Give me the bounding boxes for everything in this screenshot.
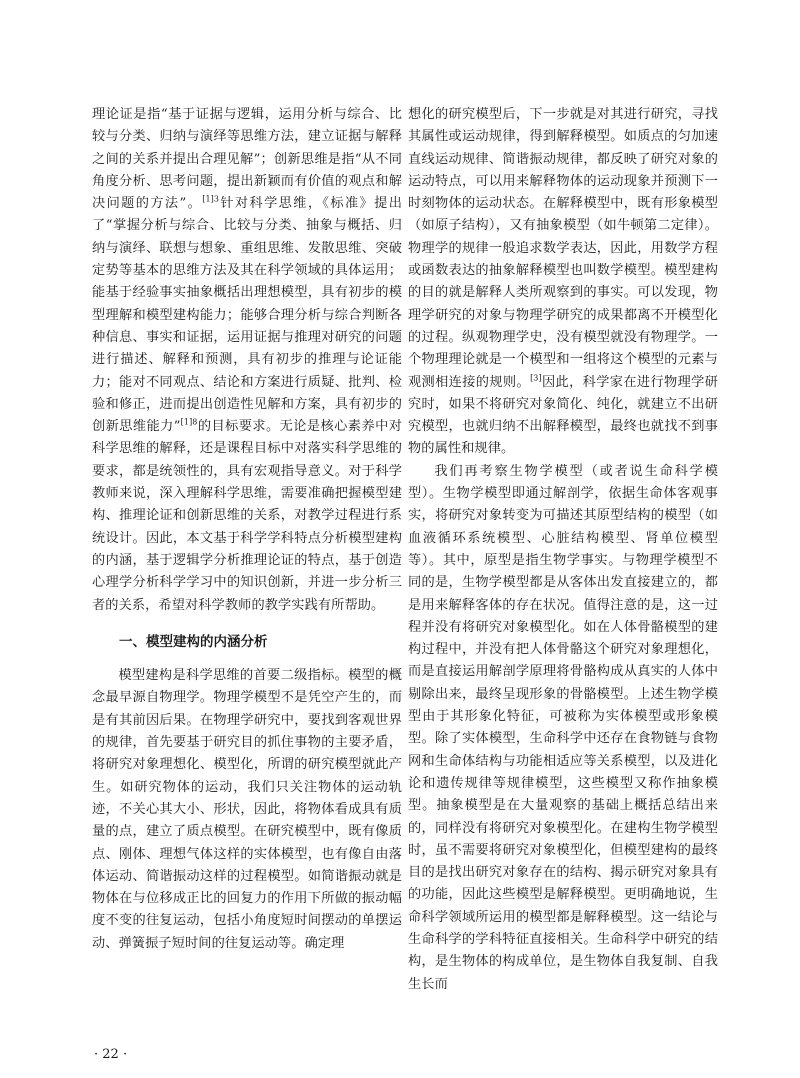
citation-ref: [1]8 [180, 417, 198, 427]
page-number: · 22 · [94, 1047, 128, 1062]
citation-ref: [3] [530, 373, 542, 383]
body-paragraph [92, 104, 402, 617]
paragraph-text: 的目标要求。无论是核心素养中对科学思维的解释，还是课程目标中对落实科学思维的要求，都是统领性的，具有宏观指导意义。对于科学教师来说，深入理解科学思维，需要准确把握模型建构、推理论证和创新思维的关系，对教学过程进行系统设计。因此，本文基于科学学科特点分析模型建构的内涵，基于逻辑学分析推理论证的特点，基于创造心理学分析科学学习中的知识创新，并进一步分析三者的关系，希望对科学教师的教学实践有所帮助。 [92, 419, 402, 613]
body-paragraph: 我们再考察生物学模型（或者说生命科学模型）。生物学模型即通过解剖学，依据生命体客观事实，将研究对象转变为可描述其原型结构的模型（如血液循环系统模型、心脏结构模型、肾单位模型等）。其中，原型是指生物学事实。与物理学模型不同的是，生物学模型都是从客体出发直接建立的，都是用来解释客体的存在状况。值得注意的是，这一过程并没有将研究对象模型化。如在人体骨骼模型的建构过程中，并没有把人体骨骼这个研究对象理想化，而是直接运用解剖学原理将骨骼构成从真实的人体中剔除出来，最终呈现形象的骨骼模型。上述生物学模型由于其形象化特征，可被称为实体模型或形象模型。除了实体模型，生命科学中还存在食物链与食物网和生命体结构与功能相适应等关系模型，以及进化论和遗传规律等规律模型，这些模型又称作抽象模型。抽象模型是在大量观察的基础上概括总结出来的，同样没有将研究对象模型化。在建构生物学模型时，虽不需要将研究对象模型化，但模型建构的最终目的是找出研究对象存在的结构、揭示研究对象具有的功能，因此这些模型是解释模型。更明确地说，生命科学领域所运用的模型都是解释模型。这一结论与生命科学的学科特征直接相关。生命科学中研究的结构，是生物体的构成单位，是生物体自我复制、自我生长而 [408, 463, 718, 992]
right-column [408, 104, 718, 996]
section-heading: 一、模型建构的内涵分析 [119, 633, 268, 650]
body-paragraph [408, 104, 718, 461]
left-column [92, 104, 402, 955]
body-paragraph: 模型建构是科学思维的首要二级指标。模型的概念最早源自物理学。物理学模型不是凭空产生的，而是有其前因后果。在物理学研究中，要找到客观世界的规律，首先要基于研究目的抓住事物的主要矛盾，将研究对象理想化、模型化，所谓的研究模型就此产生。如研究物体的运动，我们只关注物体的运动轨迹，不关心其大小、形状，因此，将物体看成具有质量的点，建立了质点模型。在研究模型中，既有像质点、刚体、理想气体这样的实体模型，也有像自由落体运动、简谐振动这样的过程模型。如简谐振动就是物体在与位移成正比的回复力的作用下所做的振动幅度不变的往复运动，包括小角度短时间摆动的单摆运动、弹簧振子短时间的往复运动等。确定理 [92, 668, 402, 951]
paragraph-text: 想化的研究模型后，下一步就是对其进行研究，寻找其属性或运动规律，得到解释模型。如质点的匀加速直线运动规律、简谐振动规律，都反映了研究对象的运动特点，可以用来解释物体的运动现象并预测下一时刻物体的运动状态。在解释模型中，既有形象模型（如原子结构），又有抽象模型（如牛顿第二定律）。物理学的规律一般追求数学表达，因此，用数学方程或函数表达的抽象解释模型也叫数学模型。模型建构的目的就是解释人类所观察到的事实。可以发现，物理学研究的对象与物理学研究的成果都离不开模型化的过程。纵观物理学史，没有模型就没有物理学。一个物理理论就是一个模型和一组将这个模型的元素与观测相连接的规则。 [408, 107, 718, 390]
paragraph-text: 因此，科学家在进行物理学研究时，如果不将研究对象简化、纯化，就建立不出研究模型，也就归纳不出解释模型，最终也就找不到事物的属性和规律。 [408, 374, 718, 457]
citation-ref: [1]3 [202, 194, 220, 204]
paragraph-text: 针对科学思维，《标准》提出了“掌握分析与综合、比较与分类、抽象与概括、归纳与演绎、联想与想象、重组思维、发散思维、突破定势等基本的思维方法及其在科学领域的具体运用；能基于经验事实抽象概括出理想模型，具有初步的模型理解和模型建构能力；能够合理分析与综合判断各种信息、事实和证据，运用证据与推理对研究的问题进行描述、解释和预测，具有初步的推理与论证能力；能对不同观点、结论和方案进行质疑、批判、检验和修正，进而提出创造性见解和方案，具有初步的创新思维能力” [92, 196, 403, 435]
paragraph-text: 理论证是指“基于证据与逻辑，运用分析与综合、比较与分类、归纳与演绎等思维方法，建立证据与解释之间的关系并提出合理见解”；创新思维是指“从不同角度分析、思考问题，提出新颖而有价值的观点和解决问题的方法”。 [92, 107, 402, 212]
